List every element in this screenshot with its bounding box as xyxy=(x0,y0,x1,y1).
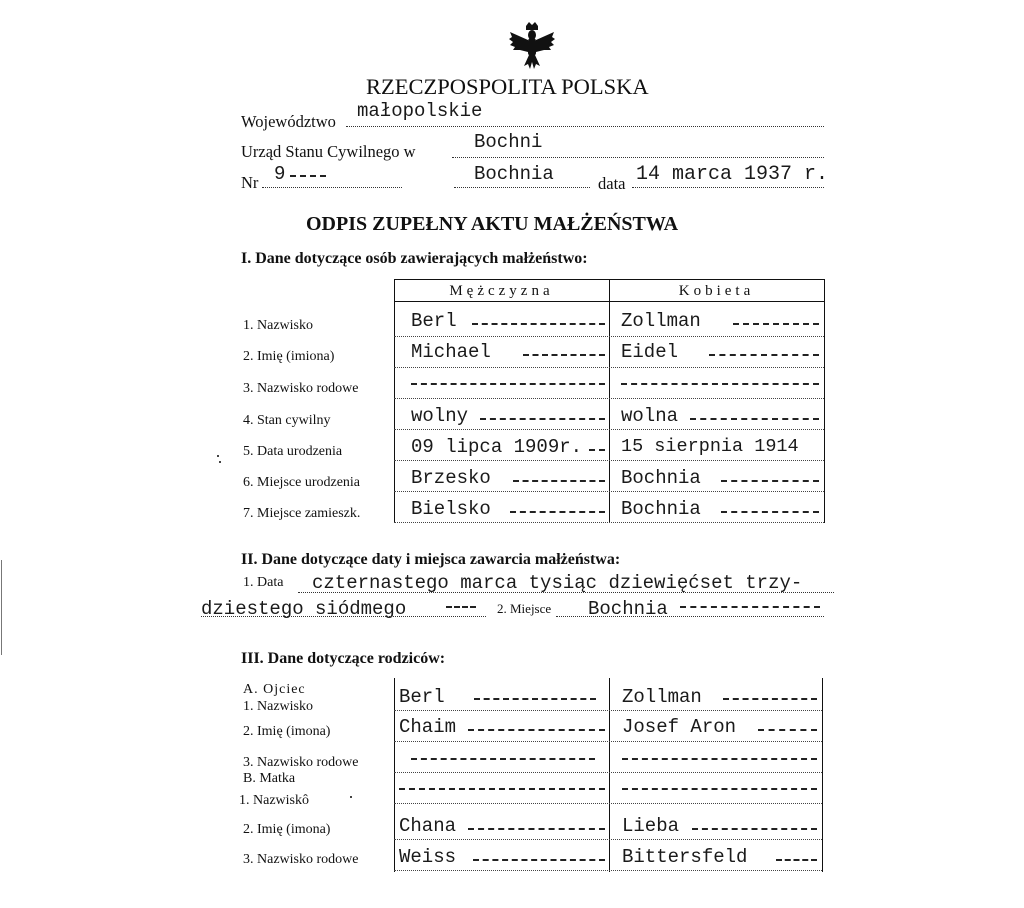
date-label: data xyxy=(598,174,626,193)
section3-heading: III. Dane dotyczące rodziców: xyxy=(241,650,446,667)
s1-row-label: 1. Nazwisko xyxy=(243,318,313,333)
s1-dash xyxy=(721,511,819,513)
col-man-header: Mężczyzna xyxy=(449,283,554,299)
s3-row-label: 1. Nazwisko xyxy=(243,699,313,714)
urzad-value: Bochni xyxy=(474,131,543,153)
nr-value: 9 xyxy=(274,163,286,185)
s3-row-line xyxy=(394,839,822,840)
s3-dash xyxy=(473,859,605,861)
scan-speck xyxy=(350,796,352,798)
s1-dash xyxy=(721,480,819,482)
section3-table-left xyxy=(394,678,395,872)
ojciec-label: A. Ojciec xyxy=(243,682,306,697)
s3-row-woman: Bittersfeld xyxy=(622,846,748,868)
s3-row-line xyxy=(394,870,822,871)
data-label: 1. Data xyxy=(243,575,284,590)
s3-dash xyxy=(622,788,817,790)
urzad-label: Urząd Stanu Cywilnego w xyxy=(241,142,416,161)
s1-row-woman: 15 sierpnia 1914 xyxy=(621,436,799,457)
s1-dash xyxy=(411,383,605,385)
s1-row-label: 4. Stan cywilny xyxy=(243,413,331,428)
s3-row-line xyxy=(394,741,822,742)
s3-dash xyxy=(399,788,605,790)
country-title: RZECZPOSPOLITA POLSKA xyxy=(366,74,649,99)
s2-dash xyxy=(446,606,476,608)
data-value-line1: czternastego marca tysiąc dziewięćset trzy- xyxy=(312,572,803,594)
s3-row-label: 2. Imię (imona) xyxy=(243,822,331,837)
polish-eagle-emblem xyxy=(508,22,556,72)
s1-row-man: Berl xyxy=(411,310,457,332)
s1-row-man: 09 lipca 1909r. xyxy=(411,436,583,458)
s3-row-woman: Zollman xyxy=(622,686,702,708)
s1-row-line xyxy=(394,336,824,337)
s1-row-woman: wolna xyxy=(621,405,679,427)
section2-heading: II. Dane dotyczące daty i miejsca zawarcia małżeństwa: xyxy=(241,551,621,568)
section1-heading: I. Dane dotyczące osób zawierających małżeństwo: xyxy=(241,250,588,267)
scan-edge-line xyxy=(1,560,2,655)
s1-row-man: Brzesko xyxy=(411,467,491,489)
s3-row-woman: Lieba xyxy=(622,815,680,837)
s1-row-line xyxy=(394,367,824,368)
s1-row-woman: Eidel xyxy=(621,341,679,363)
section1-table-mid xyxy=(609,279,610,523)
s3-dash xyxy=(622,758,817,760)
s1-dash xyxy=(589,449,605,451)
s3-row-label: 3. Nazwisko rodowe xyxy=(243,852,359,867)
s1-dash xyxy=(472,323,605,325)
wojewodztwo-line xyxy=(346,126,824,127)
s1-row-label: 7. Miejsce zamieszk. xyxy=(243,506,361,521)
s3-row-line xyxy=(394,710,822,711)
s1-dash xyxy=(690,418,819,420)
s3-dash xyxy=(474,698,596,700)
scan-speck xyxy=(219,461,221,463)
s1-dash xyxy=(480,418,605,420)
s1-row-label: 6. Miejsce urodzenia xyxy=(243,475,361,490)
scan-speck xyxy=(217,455,219,457)
section1-table-right xyxy=(824,279,825,523)
s1-row-label: 2. Imię (imiona) xyxy=(243,349,335,364)
data-value-line2: dziestego siódmego xyxy=(201,598,407,620)
s1-row-man: wolny xyxy=(411,405,469,427)
place-line xyxy=(454,187,590,188)
s1-row-line xyxy=(394,522,824,523)
s1-row-line xyxy=(394,460,824,461)
urzad-line xyxy=(452,157,824,158)
s3-dash xyxy=(411,758,595,760)
s1-dash xyxy=(510,511,605,513)
document-title: ODPIS ZUPEŁNY AKTU MAŁŻEŃSTWA xyxy=(306,213,679,235)
s3-row-label: 1. Nazwiskô xyxy=(239,793,309,808)
wojewodztwo-value: małopolskie xyxy=(357,100,483,122)
section3-table-mid xyxy=(609,678,610,872)
data-line-2 xyxy=(201,616,486,617)
nr-dash xyxy=(290,175,326,177)
s1-row-line xyxy=(394,398,824,399)
s3-row-man: Chana xyxy=(399,815,457,837)
s1-row-man: Bielsko xyxy=(411,498,491,520)
date-line xyxy=(632,187,824,188)
nr-label: Nr xyxy=(241,173,259,192)
s1-row-label: 3. Nazwisko rodowe xyxy=(243,381,359,396)
s1-dash xyxy=(523,354,605,356)
s3-row-label: 3. Nazwisko rodowe xyxy=(243,755,359,770)
s1-dash xyxy=(709,354,819,356)
s1-row-line xyxy=(394,429,824,430)
s2-dash xyxy=(680,606,820,608)
s3-row-man: Berl xyxy=(399,686,445,708)
s1-dash xyxy=(513,480,605,482)
s1-dash xyxy=(733,323,819,325)
s1-row-label: 5. Data urodzenia xyxy=(243,444,343,459)
miejsce-label: 2. Miejsce xyxy=(497,601,552,616)
nr-line xyxy=(262,187,402,188)
s3-dash xyxy=(692,828,817,830)
s1-row-woman: Bochnia xyxy=(621,467,701,489)
s3-row-woman: Josef Aron xyxy=(622,716,737,738)
wojewodztwo-label: Województwo xyxy=(241,112,336,131)
s3-dash xyxy=(468,828,605,830)
section1-table-left xyxy=(394,279,395,523)
s3-dash xyxy=(468,729,605,731)
s3-row-man: Weiss xyxy=(399,846,457,868)
s1-row-woman: Bochnia xyxy=(621,498,701,520)
s3-row-man: Chaim xyxy=(399,716,457,738)
date-value: 14 marca 1937 r. xyxy=(636,163,829,186)
s3-row-line xyxy=(394,772,822,773)
s3-row-label: 2. Imię (imona) xyxy=(243,724,331,739)
s1-dash xyxy=(621,383,819,385)
section1-header-sep xyxy=(394,301,824,302)
col-woman-header: Kobieta xyxy=(678,283,755,299)
place-value: Bochnia xyxy=(474,163,554,185)
s1-row-woman: Zollman xyxy=(621,310,701,332)
s3-dash xyxy=(776,859,817,861)
s3-row-line xyxy=(394,803,822,804)
s1-row-man: Michael xyxy=(411,341,491,363)
matka-label: B. Matka xyxy=(243,771,296,786)
s3-dash xyxy=(723,698,817,700)
s1-row-line xyxy=(394,491,824,492)
s3-dash xyxy=(758,729,817,731)
section3-table-right xyxy=(822,678,823,872)
miejsce-value: Bochnia xyxy=(588,598,668,620)
